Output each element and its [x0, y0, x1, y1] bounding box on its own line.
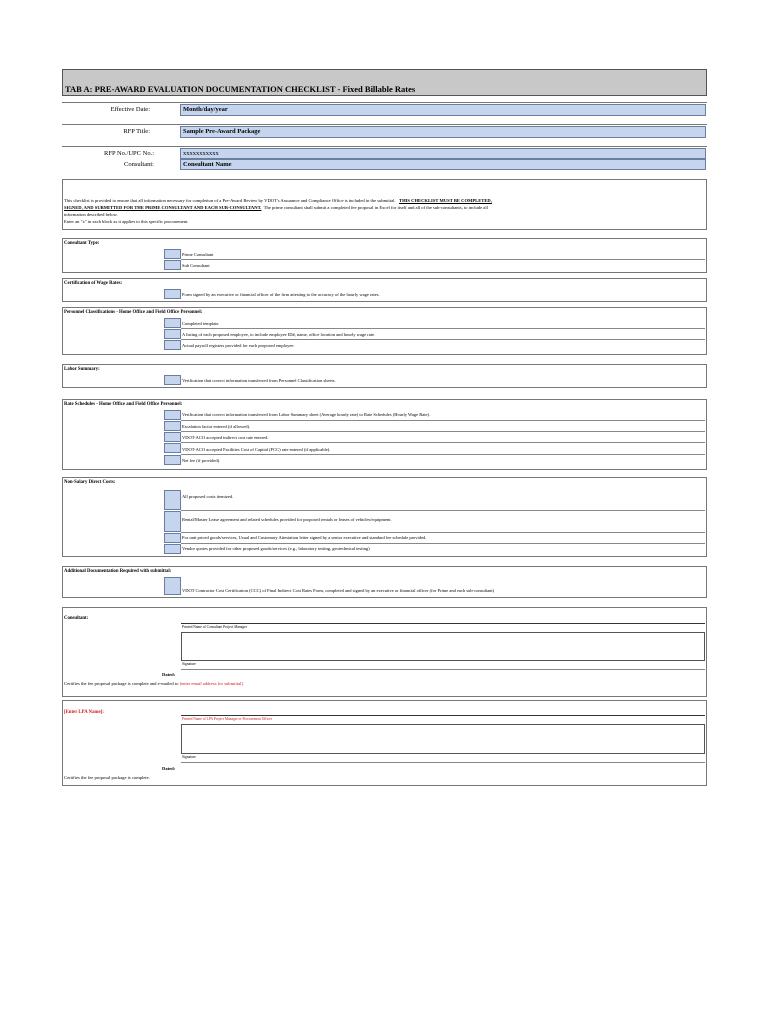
consultant-certifies-text: Certifies the fee proposal package is complete and e-mailed to [64, 681, 179, 686]
non-salary-item-2: Rental/Master Lease agreement and related schedules provided for proposed rentals or leases of vehicles/equipment. [182, 517, 392, 522]
non-salary-heading: Non-Salary Direct Costs: [64, 480, 116, 485]
row-line [181, 762, 705, 763]
labor-summary-item: Verification that correct information transferred from Personnel Classification sheets. [182, 378, 336, 383]
intro-line2b: The prime consultant shall submit a completed fee proposal in Excel for itself and all of the sub-consultants, to include all [263, 205, 488, 210]
labor-summary-checkbox[interactable] [164, 375, 181, 385]
additional-docs-checkbox[interactable] [164, 577, 181, 595]
consultant-label: Consultant: [124, 161, 154, 168]
lpa-printed-name-label: Printed Name of LPA Project Manager or Procurement Officer [182, 717, 273, 721]
rfp-title-field[interactable]: Sample Pre-Award Package [180, 126, 706, 138]
email-address-placeholder[interactable]: [enter email address for submittal]. [179, 681, 244, 686]
additional-docs-item: VDOT Contractor Cost Certification (CCC) of Final Indirect Cost Rates Form, completed and signed by an executive or financial officer (for Prime and each sub-consultant) [182, 588, 495, 593]
divider [62, 102, 707, 103]
intro-line4: Enter an "x" in each block as it applies to this specific procurement. [64, 219, 189, 224]
personnel-item-2: A listing of each proposed employee, to include employee ID#, name, office location and hourly wage rate. [182, 332, 376, 337]
personnel-checkbox-1[interactable] [164, 318, 181, 328]
divider [62, 124, 707, 125]
row-line [181, 442, 705, 443]
row-line [181, 532, 705, 533]
row-line [181, 543, 705, 544]
row-line [181, 715, 705, 716]
consultant-type-heading: Consultant Type: [64, 241, 100, 246]
rate-schedules-item-3: VDOT-ACO accepted indirect cost rate entered. [182, 435, 269, 440]
rfp-number-label: RFP No./UPC No.: [104, 150, 154, 157]
row-line [181, 669, 705, 670]
sub-consultant-checkbox[interactable] [164, 260, 181, 270]
lpa-name-placeholder[interactable]: [Enter LPA Name]: [64, 710, 104, 715]
row-line [181, 510, 705, 511]
consultant-name-field[interactable]: Consultant Name [180, 159, 706, 170]
row-line [181, 420, 705, 421]
rate-schedules-checkbox-4[interactable] [164, 443, 181, 453]
rfp-title-label: RFP Title: [123, 128, 150, 135]
rate-schedules-item-1: Verification that correct information transferred from Labor Summary sheet (Average hourly rate) to Rate Schedules (Hourly Wage Rate). [182, 412, 431, 417]
consultant-type-section [62, 238, 707, 273]
lpa-signature-label: Signature [182, 755, 196, 759]
lpa-certifies-text: Certifies the fee proposal package is complete. [64, 775, 150, 780]
personnel-checkbox-3[interactable] [164, 340, 181, 350]
rate-schedules-item-4: VDOT-ACO accepted Facilities Cost of Capital (FCC) rate entered (if applicable). [182, 447, 331, 452]
rate-schedules-checkbox-5[interactable] [164, 455, 181, 465]
personnel-heading: Personnel Classifications - Home Office and Field Office Personnel: [64, 310, 203, 315]
lpa-dated-label: Dated: [162, 766, 176, 771]
non-salary-checkbox-4[interactable] [164, 544, 181, 554]
effective-date-field[interactable]: Month/day/year [180, 104, 706, 116]
personnel-checkbox-2[interactable] [164, 329, 181, 339]
row-line [181, 623, 705, 624]
row-line [181, 328, 705, 329]
wage-rates-heading: Certification of Wage Rates: [64, 281, 123, 286]
non-salary-item-3: For unit priced goods/services, Usual and Customary Attestation letter signed by a senior executive and standard fee schedule provided. [182, 535, 427, 540]
consultant-signature-heading: Consultant: [64, 616, 89, 621]
intro-line2a: SIGNED, AND SUBMITTED FOR THE PRIME CONSULTANT AND EACH SUB-CONSULTANT. [64, 205, 262, 210]
non-salary-item-4: Vendor quotes provided for other proposed goods/services (e.g., laboratory testing, geotechnical testing) [182, 546, 370, 551]
personnel-item-3: Actual payroll registers provided for each proposed employee. [182, 343, 295, 348]
rate-schedules-checkbox-3[interactable] [164, 432, 181, 442]
rate-schedules-item-5: Net fee (if provided). [182, 458, 221, 463]
intro-box [62, 179, 707, 230]
labor-summary-heading: Labor Summary: [64, 367, 100, 372]
non-salary-checkbox-3[interactable] [164, 533, 181, 543]
non-salary-item-1: All proposed costs itemized. [182, 494, 234, 499]
consultant-signature-label: Signature [182, 662, 196, 666]
sub-consultant-label: Sub Consultant [182, 263, 210, 268]
row-line [181, 259, 705, 260]
rfp-number-field[interactable]: xxxxxxxxxxx [180, 148, 706, 159]
divider [62, 146, 707, 147]
rate-schedules-checkbox-1[interactable] [164, 410, 181, 420]
prime-consultant-checkbox[interactable] [164, 249, 181, 259]
lpa-signature-box[interactable] [181, 724, 705, 754]
row-line [181, 454, 705, 455]
rate-schedules-section [62, 399, 707, 470]
consultant-dated-label: Dated: [162, 672, 176, 677]
consultant-printed-name-label: Printed Name of Consultant Project Manager [182, 625, 247, 629]
non-salary-checkbox-1[interactable] [164, 490, 181, 510]
page-title: TAB A: PRE-AWARD EVALUATION DOCUMENTATION CHECKLIST - Fixed Billable Rates [65, 84, 416, 94]
rate-schedules-item-2: Escalation factor entered (if allowed). [182, 424, 251, 429]
intro-line1b: THIS CHECKLIST MUST BE COMPLETED, [399, 198, 492, 203]
intro-line3: information described below. [64, 212, 118, 217]
wage-rates-section [62, 278, 707, 302]
wage-rates-checkbox[interactable] [164, 289, 181, 299]
prime-consultant-label: Prime Consultant [182, 252, 214, 257]
intro-line1a: This checklist is provided to ensure that all information necessary for completion of a Pre-Award Review by VDOT's Assurance and Compliance Office is included in the submittal. [64, 198, 396, 203]
title-bar [62, 69, 707, 96]
consultant-signature-box[interactable] [181, 632, 705, 661]
row-line [181, 339, 705, 340]
effective-date-label: Effective Date: [110, 106, 150, 113]
non-salary-checkbox-2[interactable] [164, 511, 181, 532]
rate-schedules-heading: Rate Schedules - Home Office and Field Office Personnel: [64, 402, 183, 407]
wage-rates-item: Form signed by an executive or financial officer of the firm attesting to the accuracy of the hourly wage rates. [182, 292, 380, 297]
rate-schedules-checkbox-2[interactable] [164, 421, 181, 431]
personnel-item-1: Completed template. [182, 321, 220, 326]
labor-summary-section [62, 364, 707, 388]
additional-docs-heading: Additional Documentation Required with submittal: [64, 569, 172, 574]
row-line [181, 431, 705, 432]
